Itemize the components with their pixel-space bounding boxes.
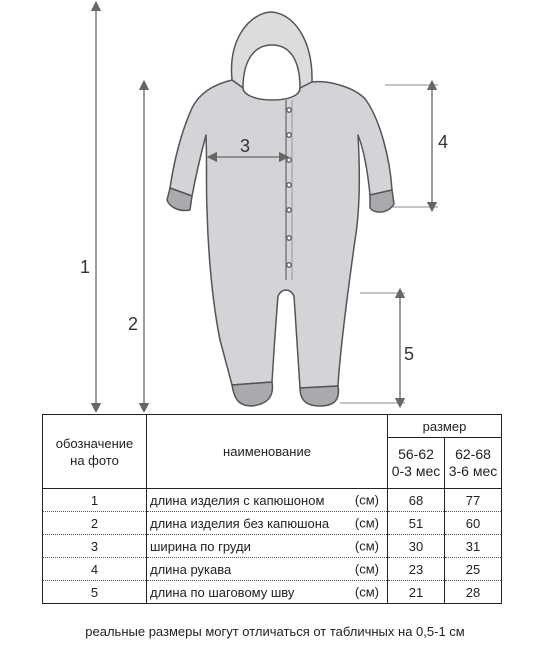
row-name: длина рукава (см)	[147, 558, 388, 581]
row-name: ширина по груди (см)	[147, 535, 388, 558]
row-unit: (см)	[354, 561, 379, 577]
jumpsuit-illustration	[167, 12, 394, 406]
row-size-1: 68	[388, 489, 445, 512]
row-size-2: 60	[445, 512, 502, 535]
row-size-2: 31	[445, 535, 502, 558]
table-row	[43, 512, 502, 535]
row-size-2: 25	[445, 558, 502, 581]
row-size-2: 28	[445, 581, 502, 604]
row-name: длина изделия с капюшоном (см)	[147, 489, 388, 512]
row-size-1: 23	[388, 558, 445, 581]
row-unit: (см)	[354, 492, 379, 508]
row-name: длина по шаговому шву (см)	[147, 581, 388, 604]
row-num: 1	[43, 489, 147, 512]
row-size-2: 77	[445, 489, 502, 512]
size-2-header: 62-68 3-6 мес	[445, 438, 502, 489]
row-num: 4	[43, 558, 147, 581]
jumpsuit-body	[170, 80, 392, 388]
row-size-1: 51	[388, 512, 445, 535]
table-row	[43, 535, 502, 558]
size-1-header: 56-62 0-3 мес	[388, 438, 445, 489]
right-leg-cuff	[300, 386, 338, 406]
measure-label-4: 4	[438, 132, 449, 152]
row-unit: (см)	[354, 515, 379, 531]
row-name: длина изделия без капюшона (см)	[147, 512, 388, 535]
measure-label-2: 2	[128, 314, 139, 334]
measure-label-3: 3	[240, 136, 251, 156]
table-row	[43, 581, 502, 604]
hood	[232, 12, 313, 88]
left-leg-cuff	[232, 382, 272, 406]
row-num: 2	[43, 512, 147, 535]
col-designation-header: обозначение на фото	[43, 415, 147, 489]
row-unit: (см)	[354, 538, 379, 554]
row-num: 3	[43, 535, 147, 558]
row-num: 5	[43, 581, 147, 604]
table-row	[43, 489, 502, 512]
table-row	[43, 558, 502, 581]
col-size-header: размер	[388, 415, 502, 438]
row-size-1: 21	[388, 581, 445, 604]
col-name-header: наименование	[147, 415, 388, 489]
measure-label-5: 5	[404, 344, 415, 364]
footer-note: реальные размеры могут отличаться от табличных на 0,5-1 см	[85, 624, 465, 639]
row-unit: (см)	[354, 584, 379, 600]
measure-label-1: 1	[80, 257, 91, 277]
size-table	[42, 414, 502, 604]
row-size-1: 30	[388, 535, 445, 558]
